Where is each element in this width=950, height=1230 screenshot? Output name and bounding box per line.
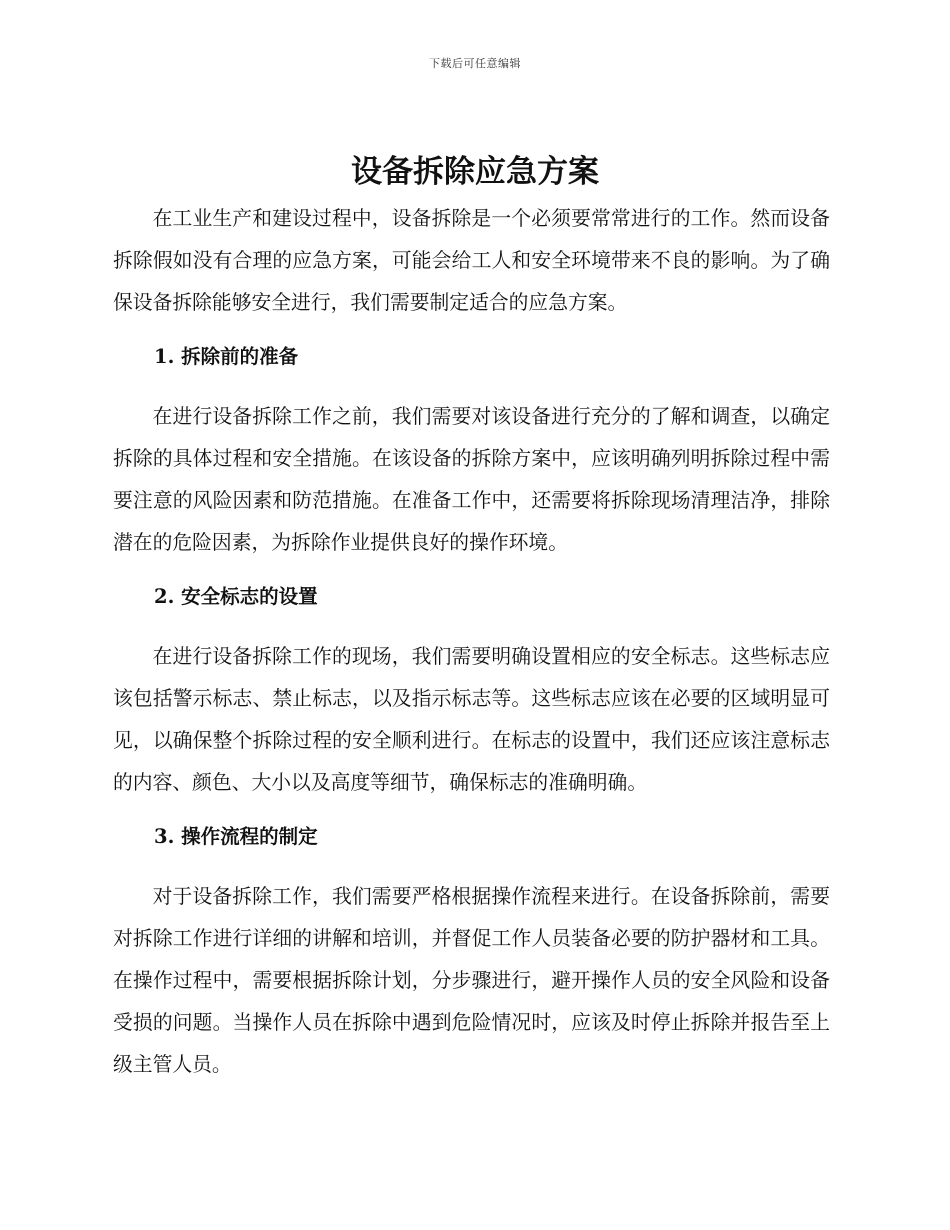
document-body bbox=[113, 198, 830, 1086]
section-3-heading: 3. 操作流程的制定 bbox=[154, 825, 318, 848]
intro-paragraph: 在工业生产和建设过程中，设备拆除是一个必须要常常进行的工作。然而设备拆除假如没有合理的应急方案，可能会给工人和安全环境带来不良的影响。为了确保设备拆除能够安全进行，我们需要制定适合的应急方案。 bbox=[113, 207, 830, 314]
section-3-paragraph: 对于设备拆除工作，我们需要严格根据操作流程来进行。在设备拆除前，需要对拆除工作进行详细的讲解和培训，并督促工作人员装备必要的防护器材和工具。在操作过程中，需要根据拆除计划，分步骤进行，避开操作人员的安全风险和设备受损的问题。当操作人员在拆除中遇到危险情况时，应该及时停止拆除并报告至上级主管人员。 bbox=[113, 885, 830, 1076]
section-2-paragraph: 在进行设备拆除工作的现场，我们需要明确设置相应的安全标志。这些标志应该包括警示标志、禁止标志，以及指示标志等。这些标志应该在必要的区域明显可见，以确保整个拆除过程的安全顺利进行。在标志的设置中，我们还应该注意标志的内容、颜色、大小以及高度等细节，确保标志的准确明确。 bbox=[113, 645, 830, 794]
document-title: 设备拆除应急方案 bbox=[351, 154, 599, 190]
header-note: 下载后可任意编辑 bbox=[429, 57, 521, 70]
section-1-paragraph: 在进行设备拆除工作之前，我们需要对该设备进行充分的了解和调查，以确定拆除的具体过程和安全措施。在该设备的拆除方案中，应该明确列明拆除过程中需要注意的风险因素和防范措施。在准备工作中，还需要将拆除现场清理洁净，排除潜在的危险因素，为拆除作业提供良好的操作环境。 bbox=[113, 405, 830, 554]
section-1-heading: 1. 拆除前的准备 bbox=[154, 345, 299, 368]
section-2-heading: 2. 安全标志的设置 bbox=[154, 585, 318, 608]
